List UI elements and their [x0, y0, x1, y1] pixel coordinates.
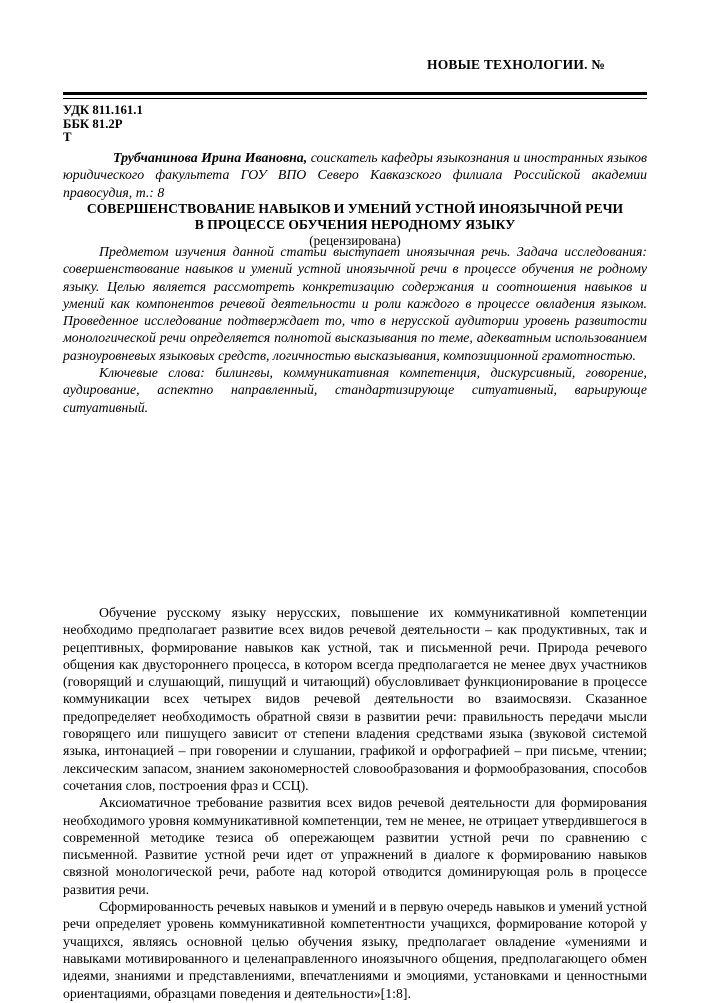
article-body	[63, 604, 647, 1002]
abstract-text: Предметом изучения данной статьи выступает иноязычная речь. Задача исследования: совершенствование навыков и умений устной иноязычной речи в процессе обучения не родному языку. Целью является рассмотреть конкретизацию содержания и соотношения навыков и умений как компонентов речевой деятельности и роли каждого в процессе овладения языком. Проведенное исследование подтверждает то, что в нерусской аудитории уровень развитости монологической речи определяется полнотой высказывания по теме, адекватным использованием разноуровневых языковых средств, логичностью высказывания, композиционной грамотностью.	[63, 244, 647, 363]
journal-header: НОВЫЕ ТЕХНОЛОГИИ. №	[427, 57, 605, 72]
abstract-block	[63, 243, 647, 416]
body-paragraph: Аксиоматичное требование развития всех видов речевой деятельности для формирования необходимого уровня коммуникативной компетенции, тем не менее, не отрицает утвердившегося в современной методике тезиса об опережающем развитии устной речи по сравнению с письменной. Развитие устной речи идет от упражнений в диалоге к формированию навыков связной монологической речи, работе над которой отводится доминирующая роль в процессе развития речи.	[63, 795, 647, 897]
article-title-line2: В ПРОЦЕССЕ ОБУЧЕНИЯ НЕРОДНОМУ ЯЗЫКУ	[194, 217, 516, 232]
udc-code: УДК 811.161.1	[63, 103, 143, 117]
article-title-note: (рецензирована)	[309, 233, 401, 248]
body-paragraph: Сформированность речевых навыков и умений и в первую очередь навыков и умений устной речи определяет уровень коммуникативной компетентности учащихся, формирование которой у учащихся, являясь основной целью обучения языку, предполагает овладение «умениями и навыками мотивированного и целенаправленного иноязычного общения, предполагающего обмен идеями, знаниями и представлениями, впечатлениями и эмоциями, установками и ценностными ориентациями, образцами поведения и деятельности»[1:8].	[63, 899, 648, 1001]
header-divider-rule	[63, 92, 647, 99]
author-affiliation: соискатель кафедры языкознания и иностранных языков юридического факультета ГОУ ВПО Северо Кавказского филиала Российской академии правосудия, т.: 8	[63, 150, 647, 200]
body-paragraph: Обучение русскому языку нерусских, повышение их коммуникативной компетенции необходимо предполагает развитие всех видов речевой деятельности – как продуктивных, так и рецептивных, формирование навыков как устной, так и письменной речи. Природа речевого общения как двустороннего процесса, в котором всегда предполагается не менее двух участников (говорящий и слушающий, пишущий и читающий) обусловливает функционирование в процессе коммуникации всех четырех видов речевой деятельности во взаимосвязи. Сказанное предопределяет необходимость обратной связи в развитии речи: правильность передачи мысли говорящего или пишущего зависит от степени владения средствами языка (звуковой системой языка, интонацией – при говорении и слушании, графикой и орфографией – при письме, чтении; лексическим запасом, знанием закономерностей словообразования и формообразования, способов сочетания слов, построения фраз и ССЦ).	[63, 605, 647, 793]
author-block	[63, 149, 647, 201]
article-title-block	[63, 201, 647, 249]
keywords-text: Ключевые слова: билингвы, коммуникативная компетенция, дискурсивный, говорение, аудирование, аспектно направленный, стандартизирующе ситуативный, варьирующе ситуативный.	[63, 365, 647, 415]
article-title-line1: СОВЕРШЕНСТВОВАНИЕ НАВЫКОВ И УМЕНИЙ УСТНОЙ ИНОЯЗЫЧНОЙ РЕЧИ	[86, 201, 624, 216]
bbk-code: ББК 81.2Р	[63, 116, 123, 131]
classification-block	[63, 104, 647, 145]
index-letter: Т	[63, 130, 72, 144]
author-name: Трубчанинова Ирина Ивановна,	[113, 150, 308, 165]
